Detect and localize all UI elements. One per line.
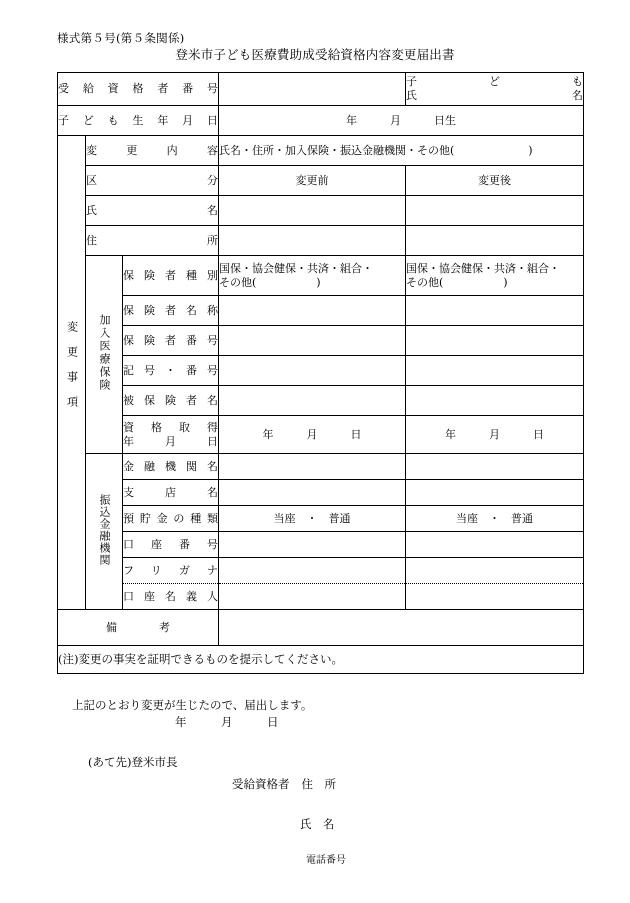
main-form-table <box>57 72 584 674</box>
child-name-label-line2: 氏 名 <box>406 89 583 102</box>
branch-name-after-value[interactable] <box>406 480 584 506</box>
acquire-date-label <box>123 416 219 454</box>
form-number: 様式第５号(第５条関係) <box>57 31 185 45</box>
footer-applicant-name-line <box>300 816 335 832</box>
acquire-date-label-line2: 年 月 日 <box>123 434 218 448</box>
account-holder-before-value[interactable] <box>219 584 406 610</box>
row-name <box>58 196 584 226</box>
remarks-label: 備考 <box>58 610 219 646</box>
insurer-name-label: 保険者名称 <box>123 296 219 326</box>
acquire-date-before-value[interactable]: 年 月 日 <box>219 416 406 454</box>
child-birth-label: 子ども生年月日 <box>58 106 219 136</box>
row-change-content <box>58 136 584 166</box>
row-insurer-type <box>58 256 584 296</box>
address-after-value[interactable] <box>406 226 584 256</box>
child-name-label <box>406 73 584 106</box>
change-items-label: 変更事項 <box>58 136 86 610</box>
row-account-furigana <box>58 558 584 584</box>
deposit-type-label: 預貯金の種類 <box>123 506 219 532</box>
row-acquire-date <box>58 416 584 454</box>
after-column-header: 変更後 <box>406 166 584 196</box>
branch-name-before-value[interactable] <box>219 480 406 506</box>
row-account-holder <box>58 584 584 610</box>
acquire-date-label-line1: 資格取得 <box>123 420 218 434</box>
acquire-date-after-value[interactable]: 年 月 日 <box>406 416 584 454</box>
bank-name-label: 金融機関名 <box>123 454 219 480</box>
symbol-number-label: 記号・番号 <box>123 356 219 386</box>
account-holder-after-value[interactable] <box>406 584 584 610</box>
change-content-value[interactable]: 氏名・住所・加入保険・振込金融機関・その他( ) <box>219 136 584 166</box>
insurer-number-after-value[interactable] <box>406 326 584 356</box>
insurer-number-label: 保険者番号 <box>123 326 219 356</box>
footer-address-label: 住 所 <box>301 777 336 791</box>
footer-applicant-label: 受給資格者 <box>232 777 290 791</box>
row-child-birthdate <box>58 106 584 136</box>
row-remarks <box>58 610 584 646</box>
insured-name-label: 被保険者名 <box>123 386 219 416</box>
insurer-name-before-value[interactable] <box>219 296 406 326</box>
account-furigana-label: フリガナ <box>123 558 219 584</box>
row-address <box>58 226 584 256</box>
document-title: 登米市子ども医療費助成受給資格内容変更届出書 <box>175 47 455 62</box>
row-insured-name <box>58 386 584 416</box>
insurer-type-after-value[interactable]: 国保・協会健保・共済・組合・ その他( ) <box>406 256 584 296</box>
recipient-number-label: 受給資格者番号 <box>58 73 219 106</box>
bank-name-before-value[interactable] <box>219 454 406 480</box>
insurer-number-before-value[interactable] <box>219 326 406 356</box>
recipient-number-value[interactable] <box>219 73 406 106</box>
row-insurer-number <box>58 326 584 356</box>
note-text: (注)変更の事実を証明できるものを提示してください。 <box>58 646 584 674</box>
account-number-label: 口座番号 <box>123 532 219 558</box>
row-insurer-name <box>58 296 584 326</box>
branch-name-label: 支店名 <box>123 480 219 506</box>
row-branch-name <box>58 480 584 506</box>
footer-statement: 上記のとおり変更が生じたので、届出します。 <box>72 698 313 712</box>
address-before-value[interactable] <box>219 226 406 256</box>
account-furigana-before-value[interactable] <box>219 558 406 584</box>
row-account-number <box>58 532 584 558</box>
symbol-number-after-value[interactable] <box>406 356 584 386</box>
row-note <box>58 646 584 674</box>
deposit-type-after-value[interactable]: 当座 ・ 普通 <box>406 506 584 532</box>
insured-name-after-value[interactable] <box>406 386 584 416</box>
row-symbol-number <box>58 356 584 386</box>
remarks-value[interactable] <box>219 610 584 646</box>
child-birth-value[interactable]: 年 月 日生 <box>219 106 584 136</box>
change-content-label: 変更内容 <box>86 136 219 166</box>
bank-group-label: 振込金融機関 <box>86 454 123 610</box>
name-before-value[interactable] <box>219 196 406 226</box>
deposit-type-before-value[interactable]: 当座 ・ 普通 <box>219 506 406 532</box>
account-number-after-value[interactable] <box>406 532 584 558</box>
footer-addressee: (あて先)登米市長 <box>88 755 178 769</box>
insurer-name-after-value[interactable] <box>406 296 584 326</box>
insured-name-before-value[interactable] <box>219 386 406 416</box>
footer-tel-label: 電話番号 <box>306 855 346 866</box>
name-after-value[interactable] <box>406 196 584 226</box>
bank-name-after-value[interactable] <box>406 454 584 480</box>
address-label: 住所 <box>86 226 219 256</box>
child-name-label-line1: 子 ど も <box>406 75 583 89</box>
footer-applicant-address-line <box>232 776 336 792</box>
before-column-header: 変更前 <box>219 166 406 196</box>
row-category-header <box>58 166 584 196</box>
account-holder-label: 口座名義人 <box>123 584 219 610</box>
category-label: 区分 <box>86 166 219 196</box>
symbol-number-before-value[interactable] <box>219 356 406 386</box>
footer-date-line[interactable]: 年 月 日 <box>175 715 279 729</box>
name-label: 氏名 <box>86 196 219 226</box>
account-furigana-after-value[interactable] <box>406 558 584 584</box>
account-number-before-value[interactable] <box>219 532 406 558</box>
row-deposit-type <box>58 506 584 532</box>
insurance-group-label: 加入医療保険 <box>86 256 123 454</box>
footer-name-label: 氏 名 <box>300 817 335 831</box>
row-bank-name <box>58 454 584 480</box>
row-recipient-number <box>58 73 584 106</box>
insurer-type-label: 保険者種別 <box>123 256 219 296</box>
insurer-type-before-value[interactable]: 国保・協会健保・共済・組合・ その他( ) <box>219 256 406 296</box>
